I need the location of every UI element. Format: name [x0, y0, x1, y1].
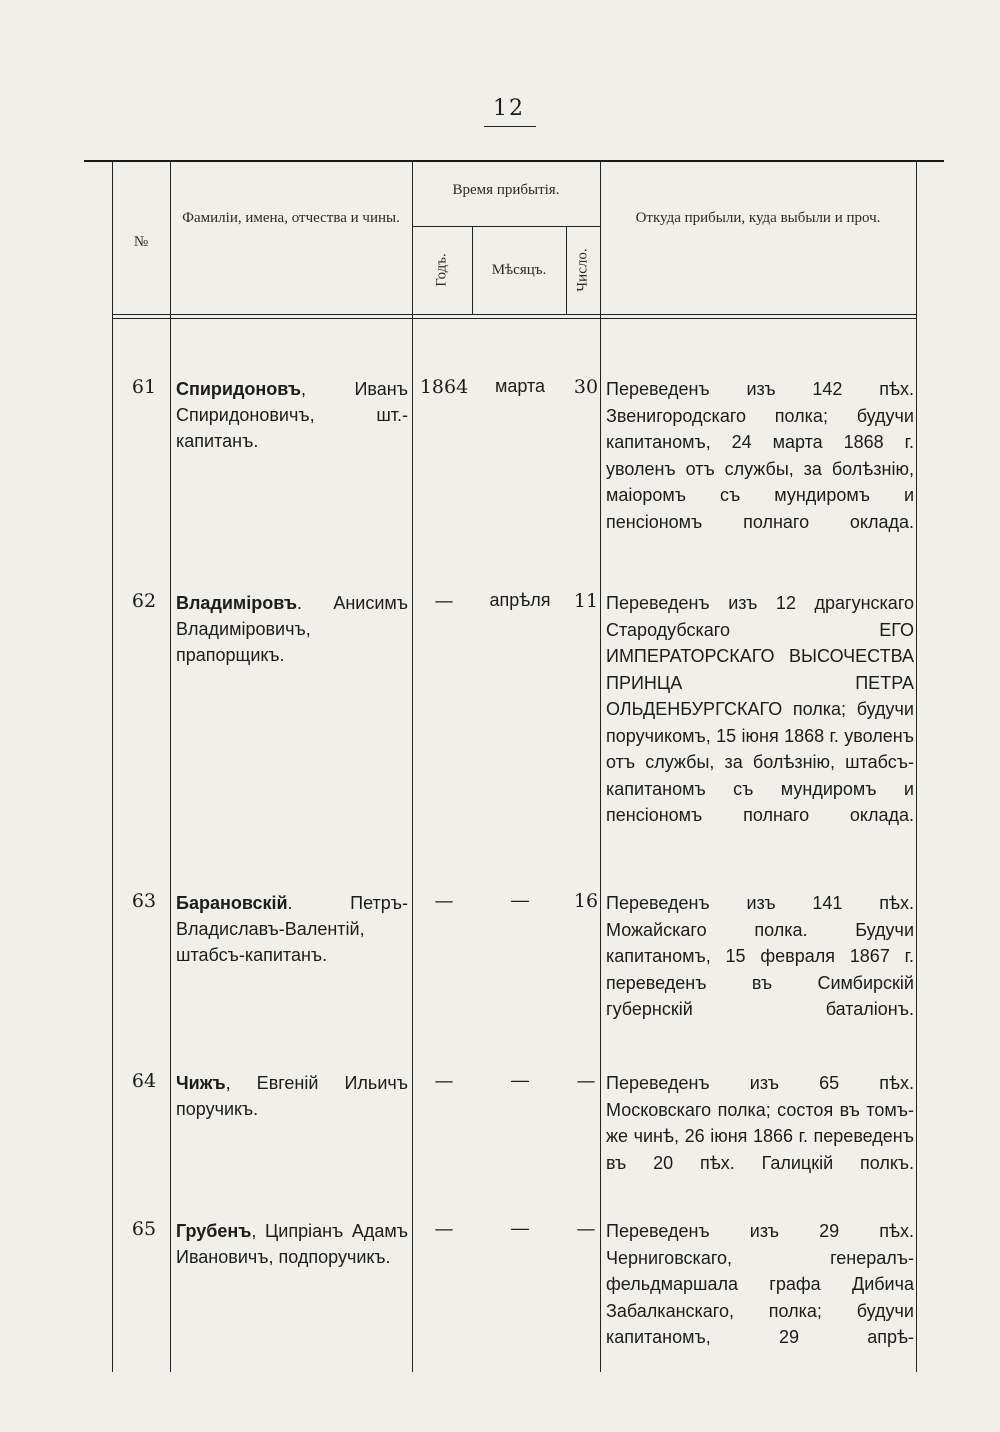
header-number: №	[133, 234, 149, 250]
row-name	[176, 890, 408, 968]
row-surname: Спиридоновъ	[176, 379, 302, 399]
row-surname: Грубенъ	[176, 1221, 252, 1241]
row-month: апрѣля	[489, 590, 551, 610]
table-right-border	[916, 162, 917, 1372]
row-year: —	[434, 1070, 454, 1092]
row-number: 61	[131, 376, 157, 398]
header-arrival: Время прибытія.	[452, 182, 560, 198]
row-month: —	[511, 1070, 529, 1090]
header-bottom-line	[112, 314, 916, 315]
row-day: —	[576, 1070, 596, 1092]
row-number: 65	[131, 1218, 157, 1240]
row-day: 16	[573, 890, 599, 912]
row-name	[176, 1218, 408, 1270]
table-line-after-number	[170, 162, 171, 1372]
row-number: 63	[131, 890, 157, 912]
table-left-border	[112, 162, 113, 1372]
row-month: марта	[494, 376, 546, 396]
row-year: —	[434, 890, 454, 912]
table-line-after-day	[600, 162, 601, 1372]
row-month: —	[511, 890, 529, 910]
row-day: 30	[573, 376, 599, 398]
row-year: —	[434, 590, 454, 612]
page-number: 12	[493, 96, 525, 121]
row-note: Переведенъ изъ 29 пѣх. Черниговскаго, генералъ-фельдмаршала графа Дибича Забалканскаго, полка; будучи капитаномъ, 29 апрѣ-	[606, 1221, 914, 1347]
row-year: —	[434, 1218, 454, 1240]
table-line-after-month	[566, 226, 567, 314]
row-name-rest: . Анисимъ Владиміровичъ, прапорщикъ.	[176, 593, 408, 665]
row-name-rest: . Петръ-Владиславъ-Валентій, штабсъ-капитанъ.	[176, 893, 408, 965]
row-name-rest: , Иванъ Спиридоновичъ, шт.-капитанъ.	[176, 379, 408, 451]
header-bottom-line-2	[112, 318, 916, 319]
row-surname: Чижъ	[176, 1073, 226, 1093]
row-day: 11	[573, 590, 599, 612]
row-year: 1864	[419, 376, 469, 398]
table-line-after-name	[412, 162, 413, 1372]
row-month: —	[511, 1218, 529, 1238]
row-name	[176, 1070, 408, 1122]
row-number: 62	[131, 590, 157, 612]
page-number-underline	[484, 126, 536, 127]
header-year: Годъ.	[433, 253, 450, 287]
row-note: Переведенъ изъ 65 пѣх. Московскаго полка; состоя въ томъ-же чинѣ, 26 іюня 1866 г. переведенъ въ 20 пѣх. Галицкій полкъ.	[606, 1073, 914, 1173]
row-note: Переведенъ изъ 141 пѣх. Можайскаго полка. Будучи капитаномъ, 15 февраля 1867 г. переведенъ въ Симбирскій губернскій баталіонъ.	[606, 893, 914, 1019]
header-month: Мѣсяцъ.	[491, 262, 547, 278]
row-name-rest: , Евгеній Ильичъ поручикъ.	[176, 1073, 408, 1119]
row-note: Переведенъ изъ 142 пѣх. Звенигородскаго полка; будучи капитаномъ, 24 марта 1868 г. уволенъ отъ службы, за болѣзнію, маіоромъ съ мундиромъ и пенсіономъ полнаго оклада.	[606, 379, 914, 532]
row-name	[176, 590, 408, 668]
row-surname: Барановскій	[176, 893, 288, 913]
row-surname: Владиміровъ	[176, 593, 297, 613]
header-day: Число.	[574, 248, 591, 292]
row-name-rest: , Ципріанъ Адамъ Ивановичъ, подпоручикъ.	[176, 1221, 408, 1267]
header-notes: Откуда прибыли, куда выбыли и проч.	[635, 210, 881, 226]
table-top-rule	[84, 160, 944, 162]
row-note: Переведенъ изъ 12 драгунскаго Стародубскаго ЕГО ИМПЕРАТОРСКАГО ВЫСОЧЕСТВА ПРИНЦА ПЕТРА ОЛЬДЕНБУРГСКАГО полка; будучи поручикомъ, 15 іюня 1868 г. уволенъ отъ службы, за болѣзнію, штабсъ-капитаномъ съ мундиромъ и пенсіономъ полнаго оклада.	[606, 593, 914, 825]
row-number: 64	[131, 1070, 157, 1092]
header-name: Фамиліи, имена, отчества и чины.	[182, 210, 400, 226]
row-name	[176, 376, 408, 454]
row-day: —	[576, 1218, 596, 1240]
arrival-subheader-line	[412, 226, 600, 227]
